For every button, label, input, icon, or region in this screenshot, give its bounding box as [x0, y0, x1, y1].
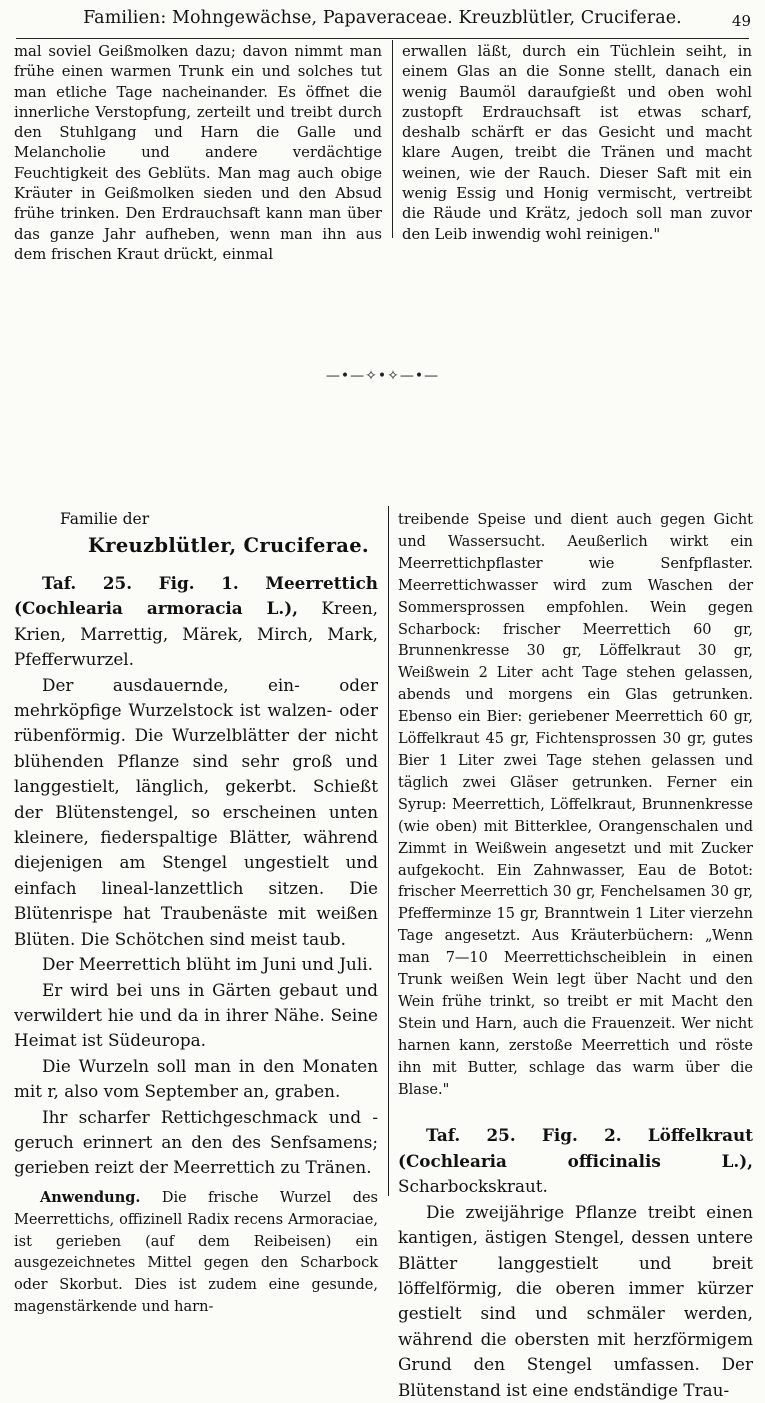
usage-continued-paragraph: treibende Speise und dient auch gegen Gicht und Wassersucht. Aeußerlich wirkt ein Meerrettichpflaster wie Senfpflaster. Meerrettichwasser wird zum Waschen der Sommersprossen empfohlen. Wein gegen Scharbock: frischer Meerrettich 60 gr, Brunnenkresse 30 gr, Löffelkraut 30 gr, Weißwein 2 Liter acht Tage stehen gelassen, abends und morgens ein Glas getrunken. Ebenso ein Bier: geriebener Meerrettich 60 gr, Löffelkraut 45 gr, Fichtensprossen 30 gr, gutes Bier 1 Liter zwei Tage stehen gelassen und täglich zwei Gläser getrunken. Ferner ein Syrup: Meerrettich, Löffelkraut, Brunnenkresse (wie oben) mit Bitterklee, Orangenschalen und Zimmt in Weißwein angesetzt und mit Zucker aufgekocht. Ein Zahnwasser, Eau de Botot: frischer Meerrettich 30 gr, Fenchelsamen 30 gr, Pfefferminze 15 gr, Branntwein 1 Liter vierzehn Tage angesetzt. Aus Kräuterbüchern: „Wenn man 7—10 Meerrettichscheiblein in einen Trunk weißen Wein legt über Nacht und den Wein frühe trinkt, so treibt er mit Macht den Stein und Harn, auch die Frauenzeit. Wer nicht harnen kann, zerstoße Meerrettich und röste ihn mit Butter, schlage das warm über die Blase." — [398, 512, 753, 1098]
bottom-left-column — [14, 502, 378, 1319]
family-title: Kreuzblütler, Cruciferae. — [88, 534, 370, 557]
top-right-column — [402, 42, 752, 245]
fig1-harvest: Die Wurzeln soll man in den Monaten mit r, also vom September an, graben. — [14, 1055, 378, 1102]
top-left-column — [14, 42, 382, 265]
fig2-description: Die zweijährige Pflanze treibt einen kantigen, ästigen Stengel, dessen untere Blätter langgestielt und breit löffelförmig, die oberen immer kürzer gestielt sind und schmäler werden, während die obersten mit herzförmigem Grund den Stengel umfassen. Der Blütenstand ist eine endständige Trau- — [398, 1201, 753, 1400]
usage-label: Anwendung. — [40, 1188, 141, 1206]
column-divider-bottom — [388, 506, 389, 1196]
fig1-habitat: Er wird bei uns in Gärten gebaut und verwildert hie und da in ihrer Nähe. Seine Heimat ist Südeuropa. — [14, 979, 378, 1051]
fig1-usage-continued — [398, 510, 753, 1101]
top-right-paragraph: erwallen läßt, durch ein Tüchlein seiht, in einem Glas an die Sonne stellt, danach ein wenig Baumöl daraufgießt und oben wohl zustopft Erdrauchsaft ist etwas scharf, deshalb schärft er das Gesicht und macht klare Augen, treibt die Tränen und macht weinen, wie der Rauch. Dieser Saft mit ein wenig Essig und Honig vermischt, vertreibt die Räude und Krätz, jedoch soll man zuvor den Leib inwendig wohl reinigen." — [402, 43, 752, 243]
fig2-heading: Taf. 25. Fig. 2. Löffelkraut (Cochlearia officinalis L.), — [398, 1125, 753, 1171]
bottom-right-column — [398, 510, 753, 1403]
fig1-heading-paragraph — [14, 571, 378, 673]
column-divider-top — [392, 40, 393, 238]
fig1-usage — [14, 1187, 378, 1319]
fig1-usage-paragraph — [14, 1187, 378, 1319]
section-ornament: —•—✧•✧—•— — [325, 368, 440, 384]
header-rule — [16, 38, 749, 39]
usage-text: Die frische Wurzel des Meerrettichs, offizinell Radix recens Armoraciae, ist gerieben (auf dem Reibeisen) ein ausgezeichnetes Mittel gegen den Scharbock oder Skorbut. Dies ist zudem eine gesunde, magenstärkende und harn- — [14, 1189, 378, 1316]
family-kicker: Familie der — [60, 510, 150, 528]
fig1-section — [14, 571, 378, 1181]
running-title: Familien: Mohngewächse, Papaveraceae. Kreuzblütler, Cruciferae. — [83, 8, 682, 28]
fig1-taste: Ihr scharfer Rettichgeschmack und -geruch erinnert an den des Senfsamens; gerieben reizt der Meerrettich zu Tränen. — [14, 1106, 378, 1178]
fig1-common-names: Kreen, Krien, Marrettig, Märek, Mirch, Mark, Pfefferwurzel. — [14, 598, 378, 670]
page-number: 49 — [731, 12, 751, 30]
fig1-description: Der ausdauernde, ein- oder mehrköpfige Wurzelstock ist walzen- oder rübenförmig. Die Wurzelblätter der nicht blühenden Pflanze sind sehr groß und langgestielt, länglich, gekerbt. Schießt der Blütenstengel, so erscheinen unten kleinere, fiederspaltige Blätter, während diejenigen am Stengel ungestielt und einfach lineal-lanzettlich sitzen. Die Blütenrispe hat Traubenäste mit weißen Blüten. Die Schötchen sind meist taub. — [14, 674, 378, 949]
fig1-heading: Taf. 25. Fig. 1. Meerrettich (Cochlearia armoracia L.), — [14, 573, 378, 619]
running-header — [0, 6, 765, 38]
fig2-common-names: Scharbockskraut. — [398, 1176, 548, 1197]
fig2-heading-paragraph — [398, 1123, 753, 1199]
top-left-paragraph: mal soviel Geißmolken dazu; davon nimmt man frühe einen warmen Trunk ein und solches tut man etliche Tage nacheinander. Es öffnet die innerliche Verstopfung, zerteilt und treibt durch den Stuhlgang und Harn die Galle und Melancholie und andere verdächtige Feuchtigkeit des Geblüts. Man mag auch obige Kräuter in Geißmolken sieden und den Absud frühe trinken. Den Erdrauchsaft kann man über das ganze Jahr aufheben, wenn man ihn aus dem frischen Kraut drückt, einmal — [14, 43, 382, 263]
fig2-section — [398, 1123, 753, 1402]
fig1-bloom-time: Der Meerrettich blüht im Juni und Juli. — [42, 954, 373, 975]
